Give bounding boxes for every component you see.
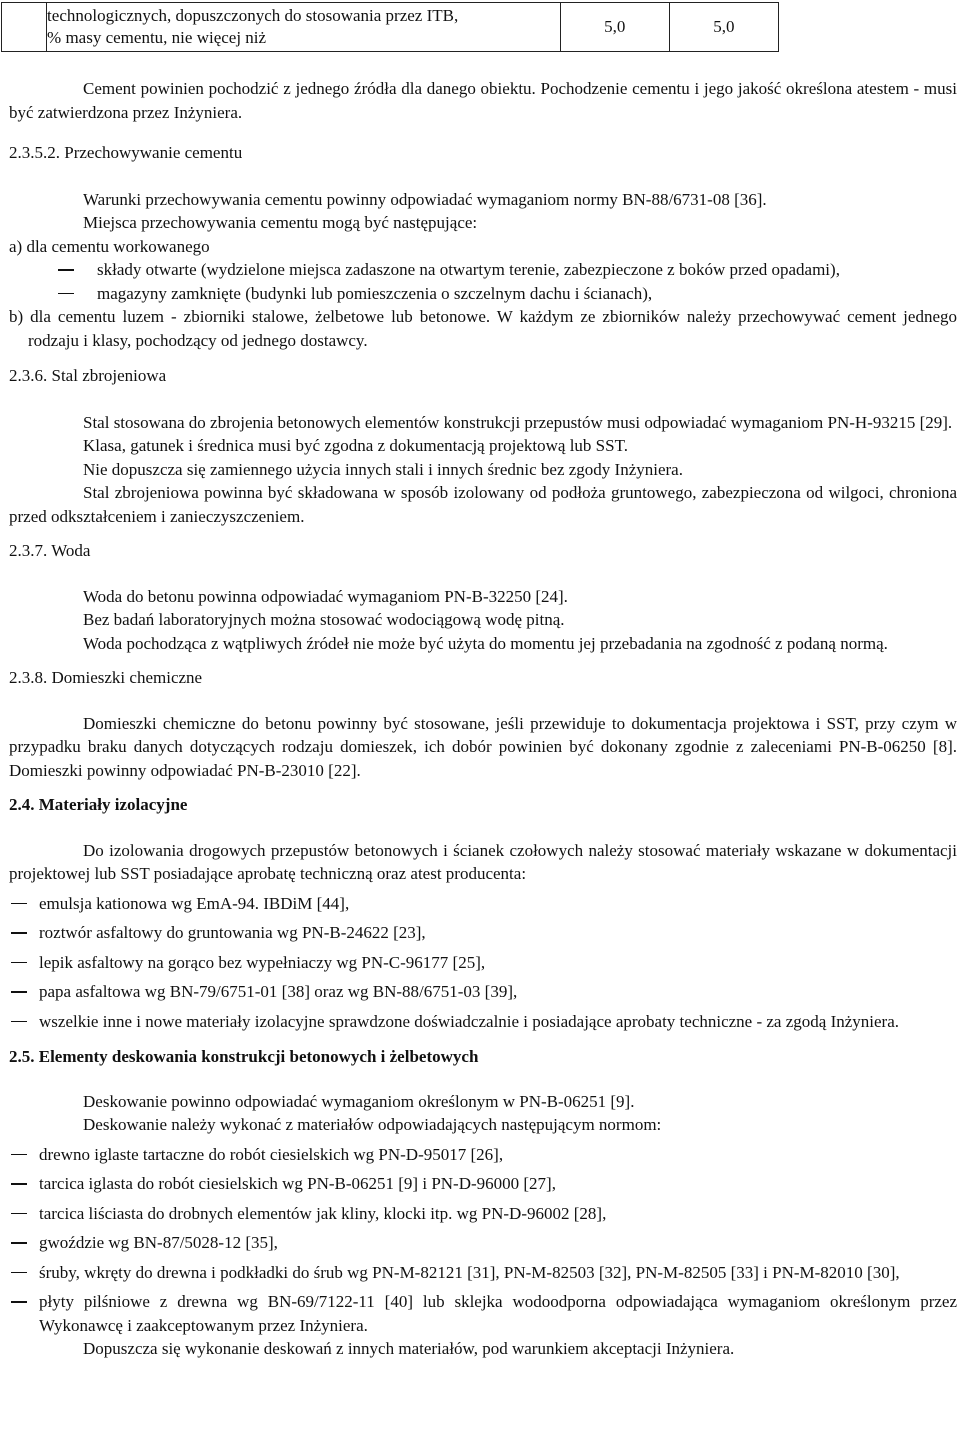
list-item	[9, 951, 957, 975]
section-heading-2352	[9, 141, 957, 165]
dash-bullet	[11, 1213, 27, 1215]
list-item-text: papa asfaltowa wg BN-79/6751-01 [38] oraz wg BN-88/6751-03 [39],	[39, 982, 518, 1001]
dash-bullet	[58, 269, 74, 271]
paragraph: Bez badań laboratoryjnych można stosować wodociągową wodę pitną.	[83, 610, 565, 629]
list-item	[9, 258, 957, 282]
dash-bullet	[11, 932, 27, 934]
section-title: Przechowywanie cementu	[64, 143, 243, 162]
list-item	[9, 1290, 957, 1337]
dash-bullet	[11, 1183, 27, 1185]
list-label: a) dla cementu workowanego	[9, 236, 210, 256]
table-cell-text-line: technologicznych, dopuszczonych do stosowania przez ITB,	[47, 6, 459, 25]
section-number: 2.4.	[9, 795, 35, 814]
dash-bullet	[11, 991, 27, 993]
paragraph: Domieszki chemiczne do betonu powinny być stosowane, jeśli przewiduje to dokumentacja projektowa i SST, przy czym w przypadku braku danych dotyczących rodzaju domieszek, ich dobór powinien być dokonany zgodnie z zaleceniami PN-B-06250 [8]. Domieszki powinny odpowiadać PN-B-23010 [22].	[9, 713, 957, 780]
section-number: 2.3.5.2.	[9, 143, 60, 162]
table-cell-value: 5,0	[669, 3, 778, 52]
list-item-text: drewno iglaste tartaczne do robót ciesielskich wg PN-D-95017 [26],	[39, 1144, 504, 1164]
section-heading-24	[9, 793, 957, 817]
list-item-text: śruby, wkręty do drewna i podkładki do śrub wg PN-M-82121 [31], PN-M-82503 [32], PN-M-82505 [33] i PN-M-82010 [30],	[39, 1262, 900, 1282]
section-number: 2.3.7.	[9, 541, 48, 560]
section-title: Domieszki chemiczne	[51, 668, 203, 687]
section-number: 2.5.	[9, 1047, 35, 1066]
list-item	[9, 1172, 957, 1196]
dash-bullet	[58, 293, 74, 295]
dash-bullet	[11, 1272, 27, 1274]
list-item	[9, 892, 957, 916]
table-row	[2, 3, 779, 52]
list-item	[9, 1231, 957, 1255]
list-item	[9, 980, 957, 1004]
dash-bullet	[11, 1021, 27, 1023]
list-item: b) dla cementu luzem - zbiorniki stalowe, żelbetowe lub betonowe. W każdym ze zbiorników należy przechowywać cement jednego rodzaju i klasy, pochodzący od jednego dostawcy.	[9, 307, 957, 350]
document-page	[9, 0, 957, 1361]
list-item	[9, 921, 957, 945]
paragraph: Miejsca przechowywania cementu mogą być następujące:	[83, 213, 478, 232]
list-item	[9, 1010, 957, 1034]
admixture-table	[1, 2, 779, 52]
dash-bullet	[11, 1154, 27, 1156]
paragraph: Deskowanie powinno odpowiadać wymaganiom określonym w PN-B-06251 [9].	[83, 1091, 635, 1111]
section-heading-238	[9, 666, 957, 690]
section-heading-236	[9, 364, 957, 388]
table-cell-value: 5,0	[560, 3, 669, 52]
section-title: Stal zbrojeniowa	[51, 366, 167, 385]
paragraph: Woda do betonu powinna odpowiadać wymaganiom PN-B-32250 [24].	[83, 586, 568, 606]
dash-bullet	[11, 962, 27, 964]
dash-bullet	[11, 903, 27, 905]
list-item-text: tarcica iglasta do robót ciesielskich wg PN-B-06251 [9] i PN-D-96000 [27],	[39, 1174, 556, 1193]
list-item	[9, 1202, 957, 1226]
section-heading-237	[9, 539, 957, 563]
list-item-text: emulsja kationowa wg EmA-94. IBDiM [44],	[39, 893, 350, 913]
paragraph: Deskowanie należy wykonać z materiałów odpowiadających następującym normom:	[83, 1115, 662, 1134]
section-title: Materiały izolacyjne	[38, 795, 188, 814]
paragraph: Nie dopuszcza się zamiennego użycia innych stali i innych średnic bez zgody Inżyniera.	[83, 459, 683, 479]
section-heading-25	[9, 1045, 957, 1069]
list-item-text: tarcica liściasta do drobnych elementów jak kliny, klocki itp. wg PN-D-96002 [28],	[39, 1203, 607, 1223]
list-item-text: gwoździe wg BN-87/5028-12 [35],	[39, 1233, 278, 1252]
list-item-text: lepik asfaltowy na gorąco bez wypełniaczy wg PN-C-96177 [25],	[39, 952, 486, 972]
list-item-text: roztwór asfaltowy do gruntowania wg PN-B-24622 [23],	[39, 923, 426, 942]
section-title: Woda	[51, 541, 91, 560]
section-title: Elementy deskowania konstrukcji betonowych i żelbetowych	[38, 1047, 479, 1066]
dash-bullet	[11, 1242, 27, 1244]
list-item	[9, 282, 957, 306]
list-item-text: płyty pilśniowe z drewna wg BN-69/7122-11 [40] lub sklejka wodoodporna odpowiadająca wymaganiom określonym przez Wykonawcę i zaakceptowanym przez Inżyniera.	[39, 1292, 957, 1335]
paragraph: Woda pochodząca z wątpliwych źródeł nie może być użyta do momentu jej przebadania na zgodność z podaną normą.	[83, 633, 888, 653]
list-item-text: składy otwarte (wydzielone miejsca zadaszone na otwartym terenie, zabezpieczone z boków przed opadami),	[97, 260, 840, 279]
dash-bullet	[11, 1301, 27, 1303]
section-number: 2.3.8.	[9, 668, 48, 687]
list-item	[9, 1261, 957, 1285]
list-item-text: magazyny zamknięte (budynki lub pomieszczenia o szczelnym dachu i ścianach),	[97, 283, 653, 303]
cement-origin-paragraph: Cement powinien pochodzić z jednego źródła dla danego obiektu. Pochodzenie cementu i jego jakość określona atestem - musi być zatwierdzona przez Inżyniera.	[9, 79, 957, 122]
paragraph: Dopuszcza się wykonanie deskowań z innych materiałów, pod warunkiem akceptacji Inżyniera.	[83, 1339, 735, 1358]
paragraph: Do izolowania drogowych przepustów betonowych i ścianek czołowych należy stosować materiały wskazane w dokumentacji projektowej lub SST posiadające aprobatę techniczną oraz atest producenta:	[9, 840, 957, 883]
list-item	[9, 1143, 957, 1167]
paragraph: Warunki przechowywania cementu powinny odpowiadać wymaganiom normy BN-88/6731-08 [36].	[83, 189, 767, 209]
table-cell-text-line: % masy cementu, nie więcej niż	[47, 28, 267, 47]
table-cell-description	[47, 3, 561, 52]
paragraph: Stal zbrojeniowa powinna być składowana w sposób izolowany od podłoża gruntowego, zabezpieczona od wilgoci, chroniona przed odkształceniem i zanieczyszczeniem.	[9, 483, 957, 526]
paragraph: Klasa, gatunek i średnica musi być zgodna z dokumentacją projektową lub SST.	[83, 436, 628, 455]
list-item-text: wszelkie inne i nowe materiały izolacyjne sprawdzone doświadczalnie i posiadające aprobaty techniczne - za zgodą Inżyniera.	[39, 1011, 899, 1031]
section-number: 2.3.6.	[9, 366, 48, 385]
table-cell-empty	[2, 3, 47, 52]
paragraph: Stal stosowana do zbrojenia betonowych elementów konstrukcji przepustów musi odpowiadać wymaganiom PN-H-93215 [29].	[83, 412, 953, 432]
